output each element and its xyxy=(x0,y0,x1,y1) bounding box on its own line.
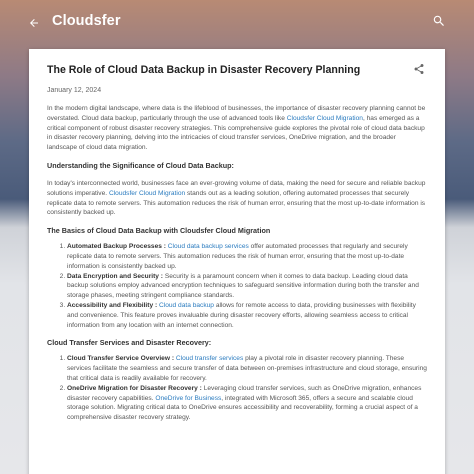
cloudsfer-migration-link[interactable]: Cloudsfer Cloud Migration xyxy=(108,189,186,197)
list-item-text: play a pivotal role in disaster recovery planning. These services facilitate the seamless and secure transfer of data between on-premises infrastructure and cloud storage, ensuring that critical data is readily available for recovery. xyxy=(67,355,427,382)
share-icon xyxy=(413,63,425,75)
list-item-text: , integrated with Microsoft 365, offers a secure and scalable cloud storage solution. Migrating critical data to OneDrive ensures accessibility and recoverability, forming a crucial aspect of a comprehensive disaster recovery strategy. xyxy=(67,394,418,422)
section1-text-before: In today's interconnected world, businesses face an ever-growing volume of data, making the need for secure and reliable backup solutions imperative. xyxy=(47,179,426,197)
blog-title[interactable]: Cloudsfer xyxy=(52,13,121,29)
intro-text-after: , has emerged as a critical component of robust disaster recovery strategies. This comprehensive guide explores the pivotal role of cloud data backup in disaster recovery planning, delving into the intricacies of cloud transfer services, OneDrive migration, and the broader landscape of cloud data migration. xyxy=(47,114,425,152)
search-button[interactable] xyxy=(432,14,450,32)
onedrive-for-business-link[interactable]: OneDrive for Business xyxy=(155,394,222,402)
section1-text-after: stands out as a leading solution, offering automated processes that securely replicate data to remote servers. This automation reduces the risk of human error, ensuring that the most up-to-date information is consistently backed up. xyxy=(47,189,426,217)
back-button[interactable] xyxy=(24,14,44,32)
list-item-label: Accessibility and Flexibility : xyxy=(67,301,159,309)
post-title: The Role of Cloud Data Backup in Disaster Recovery Planning xyxy=(47,64,361,76)
arrow-back-icon xyxy=(28,17,40,29)
list-item xyxy=(67,272,427,301)
list-item xyxy=(67,354,427,383)
list-item-text-before: Leveraging cloud transfer services, such as OneDrive migration, enhances disaster recovery capabilities. xyxy=(67,384,422,402)
post-card xyxy=(29,49,445,474)
section2-list xyxy=(47,242,427,330)
intro-paragraph xyxy=(47,104,427,153)
section3-list xyxy=(47,354,427,423)
cloud-data-backup-services-link[interactable]: Cloud data backup services xyxy=(167,243,249,251)
list-item-text: Security is a paramount concern when it comes to data backup. Leading cloud data backup solutions employ advanced encryption techniques to safeguard sensitive information during both the transfer and storage phases, meeting stringent compliance standards. xyxy=(67,272,419,300)
list-item-label: OneDrive Migration for Disaster Recovery : xyxy=(67,384,204,392)
section3-heading: Cloud Transfer Services and Disaster Recovery: xyxy=(47,338,212,348)
post-date: January 12, 2024 xyxy=(47,87,102,94)
list-item xyxy=(67,384,427,423)
list-item-label: Data Encryption and Security : xyxy=(67,272,165,280)
section1-heading: Understanding the Significance of Cloud Data Backup: xyxy=(47,160,234,170)
list-item-text: offer automated processes that regularly and securely replicate data to remote servers. This automation reduces the risk of human error, ensuring that the most up-to-date information is consistently backed up. xyxy=(67,243,408,270)
section2-heading: The Basics of Cloud Data Backup with Cloudsfer Cloud Migration xyxy=(47,226,271,236)
search-icon xyxy=(432,14,446,28)
top-app-bar xyxy=(0,0,474,46)
share-button[interactable] xyxy=(413,62,427,76)
list-item xyxy=(67,242,427,271)
list-item-label: Automated Backup Processes : xyxy=(67,243,168,251)
intro-text-before: In the modern digital landscape, where data is the lifeblood of businesses, the importance of disaster recovery planning cannot be overstated. Cloud data backup, particularly through the use of advanced tools like xyxy=(47,105,426,122)
list-item-text: allows for remote access to data, providing businesses with flexibility and convenience. This feature proves invaluable during disaster recovery efforts, allowing seamless access to critical information from any location with an internet connection. xyxy=(67,301,416,329)
list-item-label: Cloud Transfer Service Overview : xyxy=(67,355,176,363)
cloud-data-backup-link[interactable]: Cloud data backup xyxy=(158,301,214,309)
cloud-transfer-services-link[interactable]: Cloud transfer services xyxy=(175,355,244,363)
section1-paragraph xyxy=(47,179,427,218)
list-item xyxy=(67,301,427,330)
cloudsfer-migration-link[interactable]: Cloudsfer Cloud Migration xyxy=(286,114,363,122)
